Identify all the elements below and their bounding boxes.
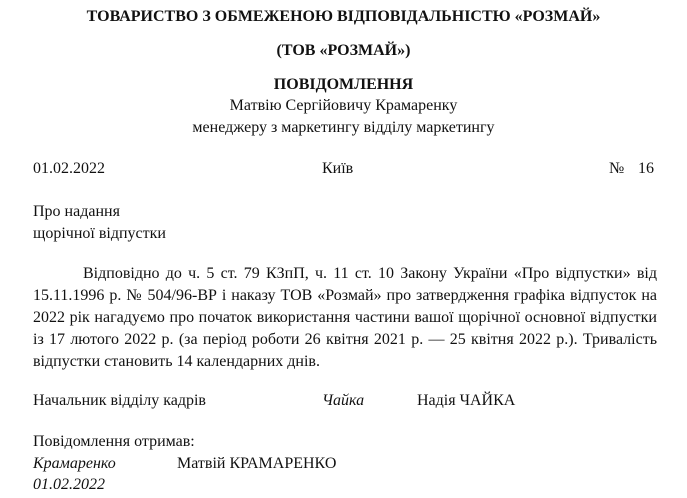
acknowledgement-date: 01.02.2022 — [33, 476, 105, 493]
acknowledgement-handwritten: Крамаренко — [33, 455, 116, 472]
recipient-position: менеджеру з маркетингу відділу маркетингу — [192, 119, 495, 136]
recipient-name: Матвію Сергійовичу Крамаренку — [229, 97, 458, 114]
company-short-name: (ТОВ «РОЗМАЙ») — [276, 42, 411, 59]
subject-line-2: щорічної відпустки — [33, 225, 166, 242]
acknowledgement-name: Матвій КРАМАРЕНКО — [177, 455, 337, 472]
signature-role: Начальник відділу кадрів — [33, 392, 206, 409]
subject-line-1: Про надання — [33, 203, 120, 220]
document-city: Київ — [322, 160, 354, 177]
signature-name: Надія ЧАЙКА — [417, 392, 516, 409]
signature-handwritten: Чайка — [322, 392, 365, 409]
notice-title: ПОВІДОМЛЕННЯ — [273, 76, 414, 93]
body-paragraph: Відповідно до ч. 5 ст. 79 КЗпП, ч. 11 ст. 10 Закону України «Про відпустки» від 15.11.1996 р. № 504/96-ВР і наказу ТОВ «Розмай» про затвердження графіка відпусток на 2022 рік нагадуємо про початок використання частини вашої щорічної основної відпустки із 17 лютого 2022 р. (за період роботи 26 квітня 2021 р. — 25 квітня 2022 р.). Тривалість відпустки становить 14 календарних днів. — [33, 265, 657, 370]
document-date: 01.02.2022 — [33, 160, 105, 177]
document-number-label: № — [609, 160, 625, 177]
acknowledgement-label: Повідомлення отримав: — [33, 433, 195, 450]
company-name: ТОВАРИСТВО З ОБМЕЖЕНОЮ ВІДПОВІДАЛЬНІСТЮ «РОЗМАЙ» — [86, 8, 601, 25]
document-number: 16 — [638, 160, 654, 177]
